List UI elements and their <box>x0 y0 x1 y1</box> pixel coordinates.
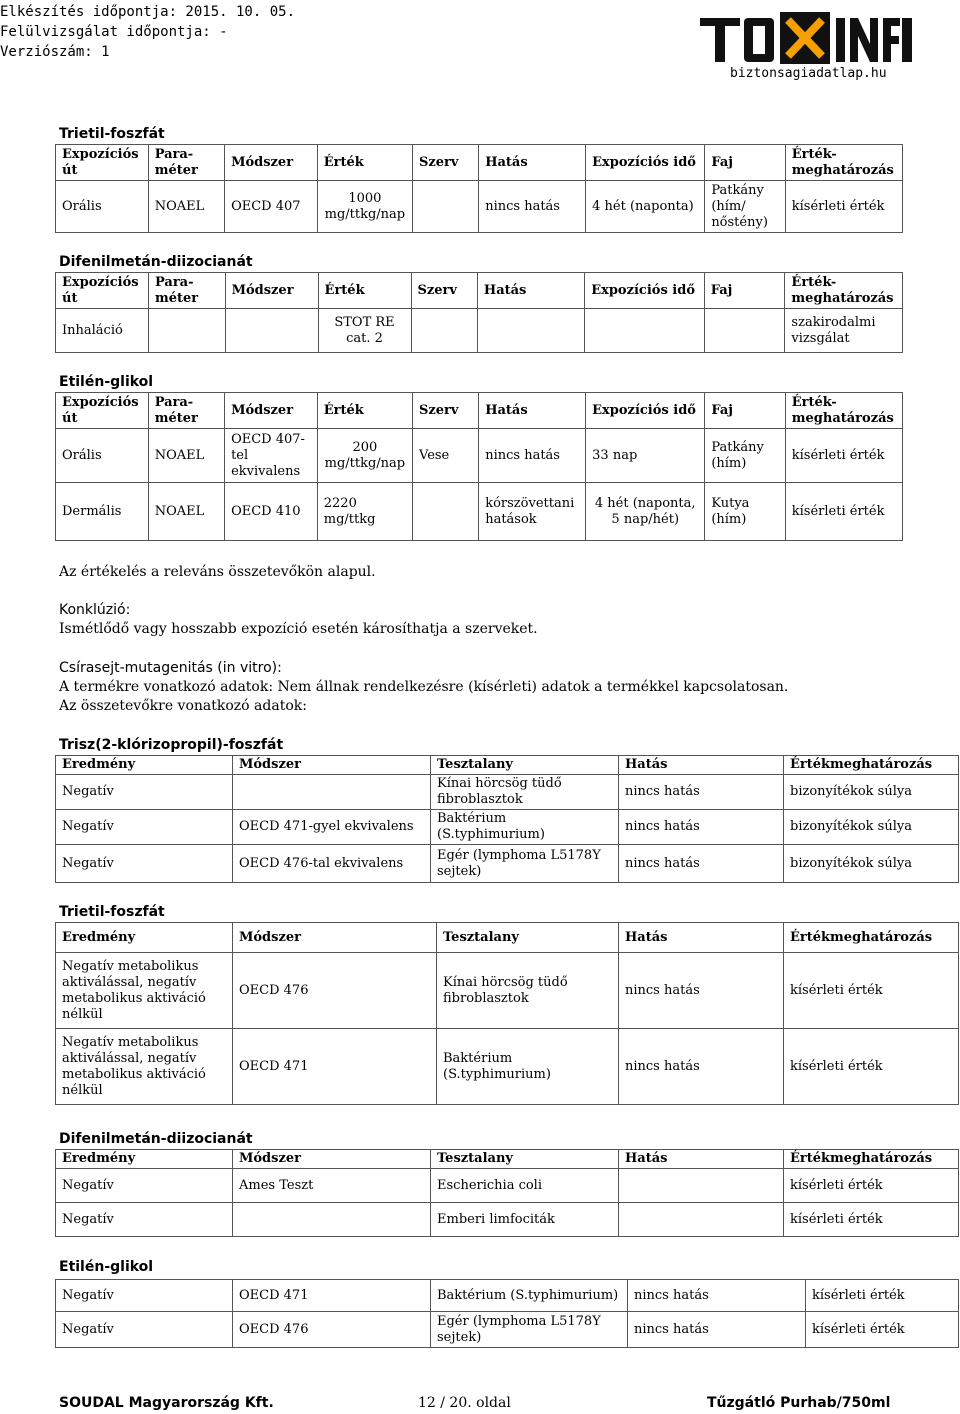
table-row <box>56 1280 959 1312</box>
section-title-tep: Trietil-foszfát <box>59 904 165 920</box>
cell-result: Negatív <box>56 810 233 845</box>
table-row <box>56 1203 959 1237</box>
component-data-text: Az összetevőkre vonatkozó adatok: <box>59 698 307 714</box>
mutagenicity-table-mdi <box>55 1149 959 1237</box>
col-species: Faj <box>705 145 785 181</box>
section-title-mdi-mut: Difenilmetán-diizocianát <box>59 1131 253 1147</box>
cell-route: Orális <box>56 181 149 233</box>
cell-method: OECD 476-tal ekvivalens <box>233 845 431 883</box>
col-result: Eredmény <box>56 923 233 953</box>
section-title-mdi: Difenilmetán-diizocianát <box>59 254 253 270</box>
cell-effect: nincs hatás <box>619 810 784 845</box>
cell-value: 1000 mg/ttkg/nap <box>317 181 412 233</box>
col-determ: Érték- meghatározás <box>785 145 902 181</box>
version-number: Verziószám: 1 <box>0 44 110 60</box>
col-effect: Hatás <box>619 923 784 953</box>
col-method: Módszer <box>225 145 318 181</box>
col-organ: Szerv <box>413 393 479 429</box>
col-value: Érték <box>318 273 411 309</box>
mutagenicity-table-tep <box>55 922 959 1105</box>
cell-effect: nincs hatás <box>619 845 784 883</box>
cell-test-subject: Egér (lymphoma L5178Y sejtek) <box>431 845 619 883</box>
cell-species: Kutya (hím) <box>705 483 785 541</box>
cell-param: NOAEL <box>148 429 224 483</box>
cell-time: 33 nap <box>586 429 705 483</box>
site-url: biztonsagiadatlap.hu <box>730 66 887 81</box>
cell-effect: nincs hatás <box>479 429 586 483</box>
table-row <box>56 810 959 845</box>
table-row <box>56 845 959 883</box>
col-organ: Szerv <box>413 145 479 181</box>
col-param: Para- méter <box>148 393 224 429</box>
col-route: Expozíciós út <box>56 145 149 181</box>
conclusion-text: Ismétlődő vagy hosszabb expozíció esetén károsíthatja a szerveket. <box>59 621 538 637</box>
cell-test-subject: Escherichia coli <box>431 1169 619 1203</box>
tox-table-trietil <box>55 144 903 233</box>
evaluation-note: Az értékelés a releváns összetevőkön alapul. <box>59 564 376 580</box>
col-method: Módszer <box>225 393 318 429</box>
cell-effect: nincs hatás <box>619 953 784 1029</box>
cell-method: OECD 471 <box>233 1280 431 1312</box>
toxinfo-logo <box>700 12 912 64</box>
cell-effect <box>619 1169 784 1203</box>
cell-value: STOT RE cat. 2 <box>318 309 411 353</box>
cell-route: Dermális <box>56 483 149 541</box>
footer-company: SOUDAL Magyarország Kft. <box>59 1395 274 1411</box>
col-value: Érték <box>317 393 412 429</box>
col-method: Módszer <box>225 273 318 309</box>
cell-result: Negatív <box>56 1169 233 1203</box>
cell-species: Patkány (hím) <box>705 429 785 483</box>
col-effect: Hatás <box>619 756 784 775</box>
cell-determ: szakirodalmi vizsgálat <box>785 309 903 353</box>
cell-determ: kísérleti érték <box>806 1312 959 1348</box>
mutagenicity-title: Csírasejt-mutagenitás (in vitro): <box>59 660 282 676</box>
cell-effect <box>619 1203 784 1237</box>
footer-product: Tűzgátló Purhab/750ml <box>707 1395 891 1411</box>
cell-result: Negatív <box>56 1312 233 1348</box>
cell-determ: kísérleti érték <box>806 1280 959 1312</box>
col-param: Para- méter <box>148 273 225 309</box>
cell-determ: kísérleti érték <box>784 953 959 1029</box>
cell-organ <box>411 309 477 353</box>
cell-determ: bizonyítékok súlya <box>784 810 959 845</box>
cell-time: 4 hét (naponta, 5 nap/hét) <box>586 483 705 541</box>
table-row <box>56 483 903 541</box>
creation-date: Elkészítés időpontja: 2015. 10. 05. <box>0 4 296 20</box>
conclusion-title: Konklúzió: <box>59 602 131 618</box>
cell-species: Patkány (hím/ nőstény) <box>705 181 785 233</box>
cell-result: Negatív <box>56 1280 233 1312</box>
cell-test-subject: Baktérium (S.typhimurium) <box>431 810 619 845</box>
col-organ: Szerv <box>411 273 477 309</box>
col-route: Expozíciós út <box>56 393 149 429</box>
cell-time: 4 hét (naponta) <box>586 181 705 233</box>
cell-method: OECD 471 <box>233 1029 437 1105</box>
cell-method: OECD 407-tel ekvivalens <box>225 429 318 483</box>
col-param: Para- méter <box>148 145 224 181</box>
col-route: Expozíciós út <box>56 273 149 309</box>
section-title-tcpp: Trisz(2-klórizopropil)-foszfát <box>59 737 284 753</box>
cell-test-subject: Kínai hörcsög tüdő fibroblasztok <box>437 953 619 1029</box>
table-row <box>56 953 959 1029</box>
cell-result: Negatív metabolikus aktiválással, negatív metabolikus aktiváció nélkül <box>56 1029 233 1105</box>
cell-param <box>148 309 225 353</box>
col-test-subject: Tesztalany <box>437 923 619 953</box>
cell-effect: nincs hatás <box>479 181 586 233</box>
col-result: Eredmény <box>56 1150 233 1169</box>
table-row <box>56 775 959 810</box>
col-time: Expozíciós idő <box>585 273 705 309</box>
col-determ: Érték- meghatározás <box>785 393 902 429</box>
cell-result: Negatív <box>56 775 233 810</box>
tox-table-etilen <box>55 392 903 541</box>
section-title-etilen: Etilén-glikol <box>59 374 154 390</box>
col-species: Faj <box>705 393 785 429</box>
cell-determ: kísérleti érték <box>785 483 902 541</box>
col-method: Módszer <box>233 923 437 953</box>
cell-method <box>225 309 318 353</box>
cell-species <box>704 309 785 353</box>
col-effect: Hatás <box>477 273 584 309</box>
cell-time <box>585 309 705 353</box>
cell-param: NOAEL <box>148 181 224 233</box>
cell-effect <box>477 309 584 353</box>
mutagenicity-table-etilen <box>55 1279 959 1348</box>
cell-determ: bizonyítékok súlya <box>784 845 959 883</box>
col-time: Expozíciós idő <box>586 393 705 429</box>
cell-value: 200 mg/ttkg/nap <box>317 429 412 483</box>
cell-result: Negatív <box>56 1203 233 1237</box>
col-time: Expozíciós idő <box>586 145 705 181</box>
col-effect: Hatás <box>619 1150 784 1169</box>
cell-determ: kísérleti érték <box>785 181 902 233</box>
table-row <box>56 1312 959 1348</box>
col-determ: Értékmeghatározás <box>784 1150 959 1169</box>
table-row <box>56 429 903 483</box>
cell-method <box>233 1203 431 1237</box>
cell-method: OECD 476 <box>233 953 437 1029</box>
revision-date: Felülvizsgálat időpontja: - <box>0 24 228 40</box>
cell-effect: nincs hatás <box>619 775 784 810</box>
cell-test-subject: Kínai hörcsög tüdő fibroblasztok <box>431 775 619 810</box>
cell-determ: bizonyítékok súlya <box>784 775 959 810</box>
col-species: Faj <box>704 273 785 309</box>
cell-method: OECD 410 <box>225 483 318 541</box>
cell-organ: Vese <box>413 429 479 483</box>
cell-method <box>233 775 431 810</box>
col-effect: Hatás <box>479 393 586 429</box>
cell-route: Orális <box>56 429 149 483</box>
table-row <box>56 1029 959 1105</box>
cell-determ: kísérleti érték <box>784 1169 959 1203</box>
cell-test-subject: Egér (lymphoma L5178Y sejtek) <box>431 1312 628 1348</box>
cell-result: Negatív <box>56 845 233 883</box>
cell-route: Inhaláció <box>56 309 149 353</box>
table-row <box>56 181 903 233</box>
col-test-subject: Tesztalany <box>431 1150 619 1169</box>
cell-organ <box>413 181 479 233</box>
mutagenicity-table-tcpp <box>55 755 959 883</box>
cell-determ: kísérleti érték <box>784 1029 959 1105</box>
cell-determ: kísérleti érték <box>784 1203 959 1237</box>
col-method: Módszer <box>233 756 431 775</box>
col-determ: Értékmeghatározás <box>784 923 959 953</box>
col-effect: Hatás <box>479 145 586 181</box>
cell-effect: nincs hatás <box>619 1029 784 1105</box>
col-result: Eredmény <box>56 756 233 775</box>
cell-test-subject: Emberi limfociták <box>431 1203 619 1237</box>
cell-method: OECD 407 <box>225 181 318 233</box>
col-determ: Értékmeghatározás <box>784 756 959 775</box>
cell-effect: nincs hatás <box>628 1280 806 1312</box>
tox-table-mdi <box>55 272 903 353</box>
table-row <box>56 1169 959 1203</box>
col-value: Érték <box>317 145 412 181</box>
table-row <box>56 309 903 353</box>
cell-result: Negatív metabolikus aktiválással, negatív metabolikus aktiváció nélkül <box>56 953 233 1029</box>
cell-effect: nincs hatás <box>628 1312 806 1348</box>
cell-test-subject: Baktérium (S.typhimurium) <box>431 1280 628 1312</box>
cell-test-subject: Baktérium (S.typhimurium) <box>437 1029 619 1105</box>
cell-method: OECD 471-gyel ekvivalens <box>233 810 431 845</box>
cell-param: NOAEL <box>148 483 224 541</box>
col-determ: Érték- meghatározás <box>785 273 903 309</box>
col-test-subject: Tesztalany <box>431 756 619 775</box>
section-title-etilen-mut: Etilén-glikol <box>59 1259 154 1275</box>
section-title-trietil: Trietil-foszfát <box>59 126 165 142</box>
cell-method: OECD 476 <box>233 1312 431 1348</box>
product-data-text: A termékre vonatkozó adatok: Nem állnak rendelkezésre (kísérleti) adatok a termékkel kapcsolatosan. <box>59 679 789 695</box>
cell-method: Ames Teszt <box>233 1169 431 1203</box>
footer-page-number: 12 / 20. oldal <box>418 1395 511 1411</box>
col-method: Módszer <box>233 1150 431 1169</box>
cell-determ: kísérleti érték <box>785 429 902 483</box>
cell-effect: kórszövettani hatások <box>479 483 586 541</box>
cell-value: 2220 mg/ttkg <box>317 483 412 541</box>
cell-organ <box>413 483 479 541</box>
document-header <box>0 2 295 62</box>
